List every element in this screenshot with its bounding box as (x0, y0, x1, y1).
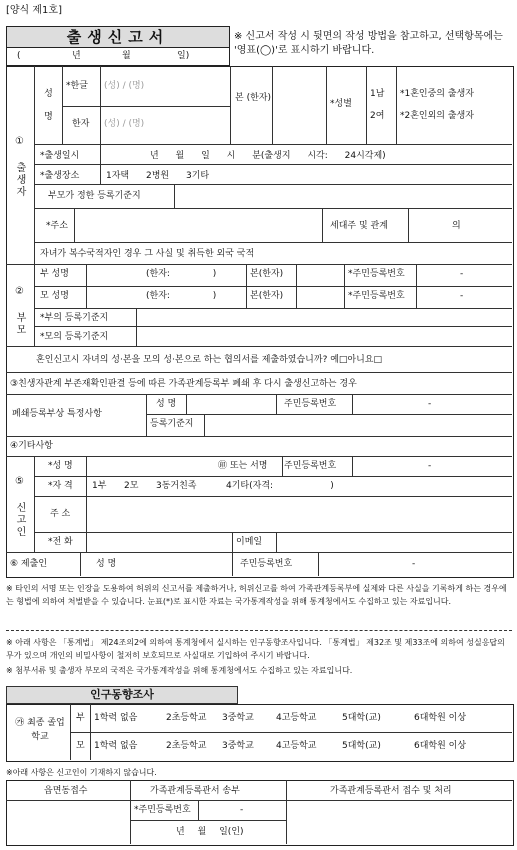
reporter-qualification-label: *자 격 (48, 481, 73, 491)
father-bon-label: 본(한자) (250, 269, 284, 279)
office-note: ※아래 사항은 신고인이 기재하지 않습니다. (6, 768, 157, 777)
attachment-note: ※ 첨부서류 및 출생자 부모의 국적은 국가통계작성을 위해 통계청에서도 수집하고 있는 자료입니다. (6, 666, 353, 675)
birthdate-label: *출생일시 (40, 151, 80, 161)
form-title: 출생신고서 (7, 27, 229, 48)
section4-label: ④기타사항 (10, 441, 53, 451)
father-edu-graduate[interactable]: 6대학원 이상 (414, 713, 467, 723)
warning-note: ※ 타인의 서명 또는 인장을 도용하여 허위의 신고서를 제출하거나, 허위신고를 하여 가족관계등록부에 실제와 다른 사실을 기록하게 하는 경우에는 형법에 의하여 처벌받을 수 있습니다. 눈표(*)로 표시한 자료는 국가통계작성을 위해 통계청에서도 수집하고 있는 자료입니다. (6, 584, 507, 606)
hanja-label: 한자 (72, 119, 90, 129)
closed-registry-label: 폐쇄등록부상 특정사항 (12, 409, 102, 419)
birthplace-label: *출생장소 (40, 171, 80, 181)
birthdate-field[interactable]: 년 월 일 시 분(출생지 시각: 24시각제) (150, 151, 386, 161)
sex-label: *성별 (330, 99, 352, 109)
mother-edu-none[interactable]: 1학력 없음 (94, 741, 138, 751)
submitter-name-label: 성 명 (96, 559, 117, 569)
office-date-field[interactable]: 년 월 일(인) (176, 827, 244, 837)
qual-mother-option[interactable]: 2모 (124, 481, 139, 491)
father-hanja-field[interactable]: (한자: ) (146, 269, 217, 279)
qual-cohabitant-option[interactable]: 3동거친족 (156, 481, 197, 491)
submitter-label: ⑥ 제출인 (10, 559, 48, 569)
reporter-email-label: 이메일 (236, 537, 263, 547)
qual-father-option[interactable]: 1부 (92, 481, 107, 491)
office-col-receipt: 읍면동접수 (44, 786, 88, 796)
date-day: 일) (177, 51, 190, 61)
reporter-rrn-label: 주민등록번호 (284, 461, 337, 471)
sex-male-option[interactable]: 1남 (370, 89, 385, 99)
office-col-send: 가족관계등록관서 송부 (150, 786, 240, 796)
mother-rrn-label: *주민등록번호 (348, 291, 405, 301)
sex-female-option[interactable]: 2여 (370, 111, 385, 121)
submitter-rrn-field[interactable]: - (412, 559, 416, 569)
education-father-label: 부 (76, 713, 85, 723)
section-reporter-label: ⑤ 신고인 (14, 476, 25, 538)
father-edu-college[interactable]: 5대학(교) (342, 713, 381, 723)
mother-name-label: 모 성명 (40, 291, 69, 301)
bon-label: 본 (한자) (235, 93, 271, 103)
reporter-phone-label: *전 화 (48, 537, 73, 547)
date-month: 월 (122, 51, 131, 61)
surname-question[interactable]: 혼인신고시 자녀의 성·본을 모의 성·본으로 하는 협의서를 제출하였습니까? 예□아니요□ (36, 355, 382, 365)
office-col-process: 가족관계등록관서 접수 및 처리 (330, 786, 452, 796)
nonmarital-birth-option[interactable]: *2혼인외의 출생자 (400, 111, 474, 121)
mother-edu-high[interactable]: 4고등학교 (276, 741, 317, 751)
registry-label: 부모가 정한 등록기준지 (48, 191, 141, 201)
s3-rrn-label: 주민등록번호 (284, 399, 337, 409)
father-name-label: 부 성명 (40, 269, 69, 279)
place-other-option[interactable]: 3기타 (186, 171, 210, 181)
hangul-label: *한글 (66, 81, 88, 91)
mother-rrn-field[interactable]: - (460, 291, 464, 301)
father-registry-label: *부의 등록기준지 (40, 313, 109, 323)
mother-edu-graduate[interactable]: 6대학원 이상 (414, 741, 467, 751)
hanja-name-field[interactable]: (성) / (명) (104, 119, 145, 129)
qual-other-option[interactable]: 4기타(자격: ) (226, 481, 334, 491)
reporter-rrn-field[interactable]: - (428, 461, 432, 471)
date-year: 년 (72, 51, 81, 61)
statistics-note: ※ 아래 사항은 「통계법」 제24조의2에 의하여 통계청에서 실시하는 인구동향조사입니다. 「통계법」 제32조 및 제33조에 의하여 성실응답의무가 있으며 개인의 비밀사항이 철저히 보호되므로 사실대로 기입하여 주시기 바랍니다. (6, 638, 505, 660)
reporter-sign-field[interactable]: ㊞ 또는 서명 (218, 461, 268, 471)
survey-title: 인구동향조사 (6, 686, 238, 704)
mother-edu-elementary[interactable]: 2초등학교 (166, 741, 207, 751)
section-parents-label: ② 부모 (14, 286, 25, 336)
householder-suffix: 의 (452, 221, 461, 231)
submitter-rrn-label: 주민등록번호 (240, 559, 293, 569)
father-edu-high[interactable]: 4고등학교 (276, 713, 317, 723)
instruction-text: ※ 신고서 작성 시 뒷면의 작성 방법을 참고하고, 선택항목에는 '영표(◯)'로 표시하기 바랍니다. (234, 31, 503, 56)
education-label: ㉮ 최종 졸업학교 (15, 718, 65, 742)
education-mother-label: 모 (76, 741, 85, 751)
s3-name-label: 성 명 (156, 399, 177, 409)
mother-registry-label: *모의 등록기준지 (40, 332, 109, 342)
mother-bon-label: 본(한자) (250, 291, 284, 301)
s3-registry-label: 등록기준지 (150, 419, 194, 429)
father-rrn-field[interactable]: - (460, 269, 464, 279)
mother-edu-college[interactable]: 5대학(교) (342, 741, 381, 751)
reporter-name-label: *성 명 (48, 461, 73, 471)
section3-label: ③친생자관계 부존재확인판결 등에 따른 가족관계등록부 폐쇄 후 다시 출생신고하는 경우 (10, 379, 357, 389)
reporter-address-label: 주 소 (50, 509, 71, 519)
marital-birth-option[interactable]: *1혼인중의 출생자 (400, 89, 474, 99)
office-rrn-label: *주민등록번호 (134, 805, 191, 815)
hangul-name-field[interactable]: (성) / (명) (104, 81, 145, 91)
father-edu-elementary[interactable]: 2초등학교 (166, 713, 207, 723)
title-box: 출생신고서 ( 년 월 일) (6, 26, 230, 66)
father-edu-middle[interactable]: 3중학교 (222, 713, 254, 723)
father-edu-none[interactable]: 1학력 없음 (94, 713, 138, 723)
name-label: 성 명 (42, 88, 52, 122)
multinational-label: 자녀가 복수국적자인 경우 그 사실 및 취득한 외국 국적 (40, 249, 255, 259)
section-child-label: ① 출생자 (14, 136, 25, 198)
s3-rrn-field[interactable]: - (428, 399, 432, 409)
address-label: *주소 (46, 221, 68, 231)
householder-label: 세대주 및 관계 (330, 221, 388, 231)
form-number: [양식 제1호] (6, 5, 62, 16)
father-rrn-label: *주민등록번호 (348, 269, 405, 279)
mother-hanja-field[interactable]: (한자: ) (146, 291, 217, 301)
mother-edu-middle[interactable]: 3중학교 (222, 741, 254, 751)
place-home-option[interactable]: 1자택 (106, 171, 130, 181)
office-rrn-field[interactable]: - (240, 805, 244, 815)
place-hospital-option[interactable]: 2병원 (146, 171, 170, 181)
